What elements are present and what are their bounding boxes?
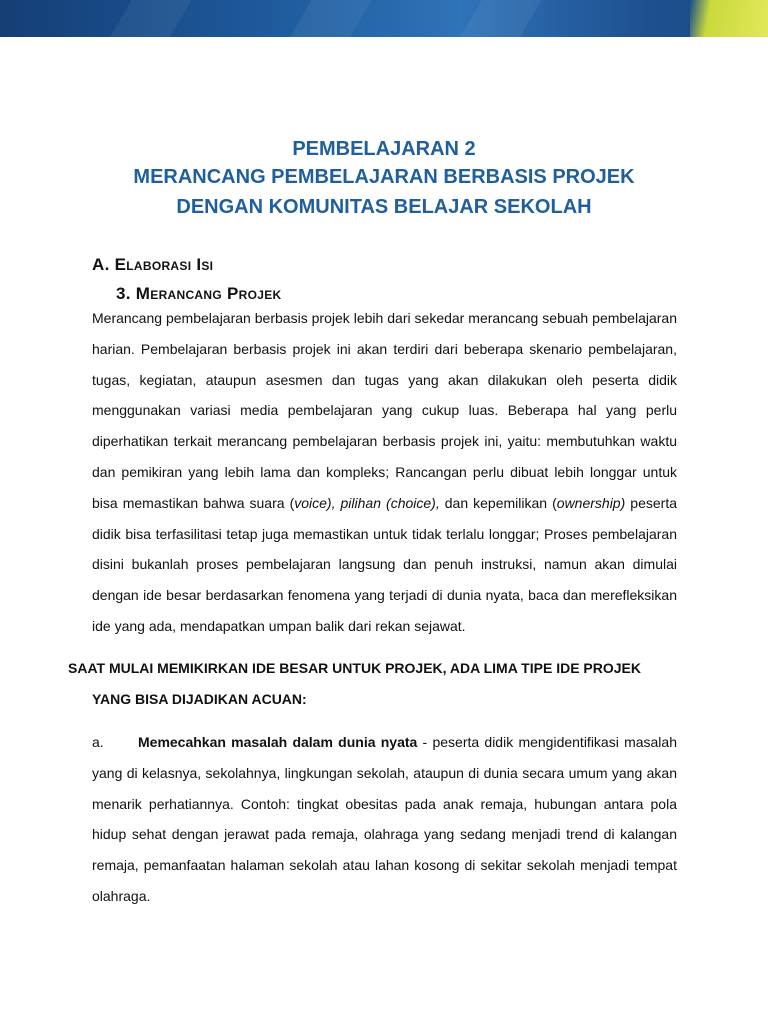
banner-accent <box>690 0 768 37</box>
lead-line: SAAT MULAI MEMIKIRKAN IDE BESAR UNTUK PROJEK, ADA LIMA TIPE IDE PROJEK <box>68 660 641 676</box>
chapter-subtitle-line1: MERANCANG PEMBELAJARAN BERBASIS PROJEK <box>133 166 635 188</box>
list-item-text: - peserta didik mengidentifikasi masalah yang di kelasnya, sekolahnya, lingkungan sekolah, ataupun di dunia secara umum yang akan menarik perhatiannya. Contoh: tingkat obesitas pada anak remaja, hubungan antara pola hidup sehat dengan jerawat pada remaja, olahraga yang sedang menjadi trend di kalangan remaja, pemanfaatan halaman sekolah atau lahan kosong di sekitar sekolah menjadi tempat olahraga. <box>92 734 677 904</box>
voice-choice-term: voice), pilihan (choice), <box>294 494 440 511</box>
list-item <box>92 727 677 912</box>
list-marker: a. <box>92 734 104 750</box>
subsection-heading: 3. Merancang Projek <box>116 284 282 303</box>
paragraph-text: peserta didik bisa terfasilitasi tetap juga memastikan untuk tidak terlalu longgar; Proses pembelajaran disini bukanlah proses pembelajaran langsung dan penuh instruksi, namun akan dimulai dengan ide besar berdasarkan fenomena yang terjadi di dunia nyata, baca dan merefleksikan ide yang ada, mendapatkan umpan balik dari rekan sejawat. <box>92 494 677 634</box>
body-paragraph <box>92 303 677 642</box>
header-banner <box>0 0 768 37</box>
banner-stripe <box>97 0 203 37</box>
banner-stripe <box>447 0 553 37</box>
banner-stripe <box>277 0 383 37</box>
list-item-title: Memecahkan masalah dalam dunia nyata <box>138 734 418 750</box>
chapter-subtitle-line2: DENGAN KOMUNITAS BELAJAR SEKOLAH <box>176 196 592 218</box>
section-heading: A. Elaborasi Isi <box>92 255 214 274</box>
paragraph-text: Merancang pembelajaran berbasis projek lebih dari sekedar merancang sebuah pembelajaran harian. Pembelajaran berbasis projek ini akan terdiri dari beberapa skenario pembelajaran, tugas, kegiatan, ataupun asesmen dan tugas yang akan dilakukan oleh peserta didik menggunakan variasi media pembelajaran yang cukup luas. Beberapa hal yang perlu diperhatikan terkait merancang pembelajaran berbasis projek ini, yaitu: membutuhkan waktu dan pemikiran yang lebih lama dan kompleks; Rancangan perlu dibuat lebih longgar untuk bisa memastikan bahwa suara ( <box>92 310 677 511</box>
paragraph-text: dan kepemilikan ( <box>439 494 557 511</box>
lead-line: YANG BISA DIJADIKAN ACUAN: <box>92 690 307 707</box>
chapter-title: PEMBELAJARAN 2 <box>292 138 476 160</box>
ownership-term: ownership) <box>556 494 626 511</box>
lead-statement <box>68 653 677 714</box>
